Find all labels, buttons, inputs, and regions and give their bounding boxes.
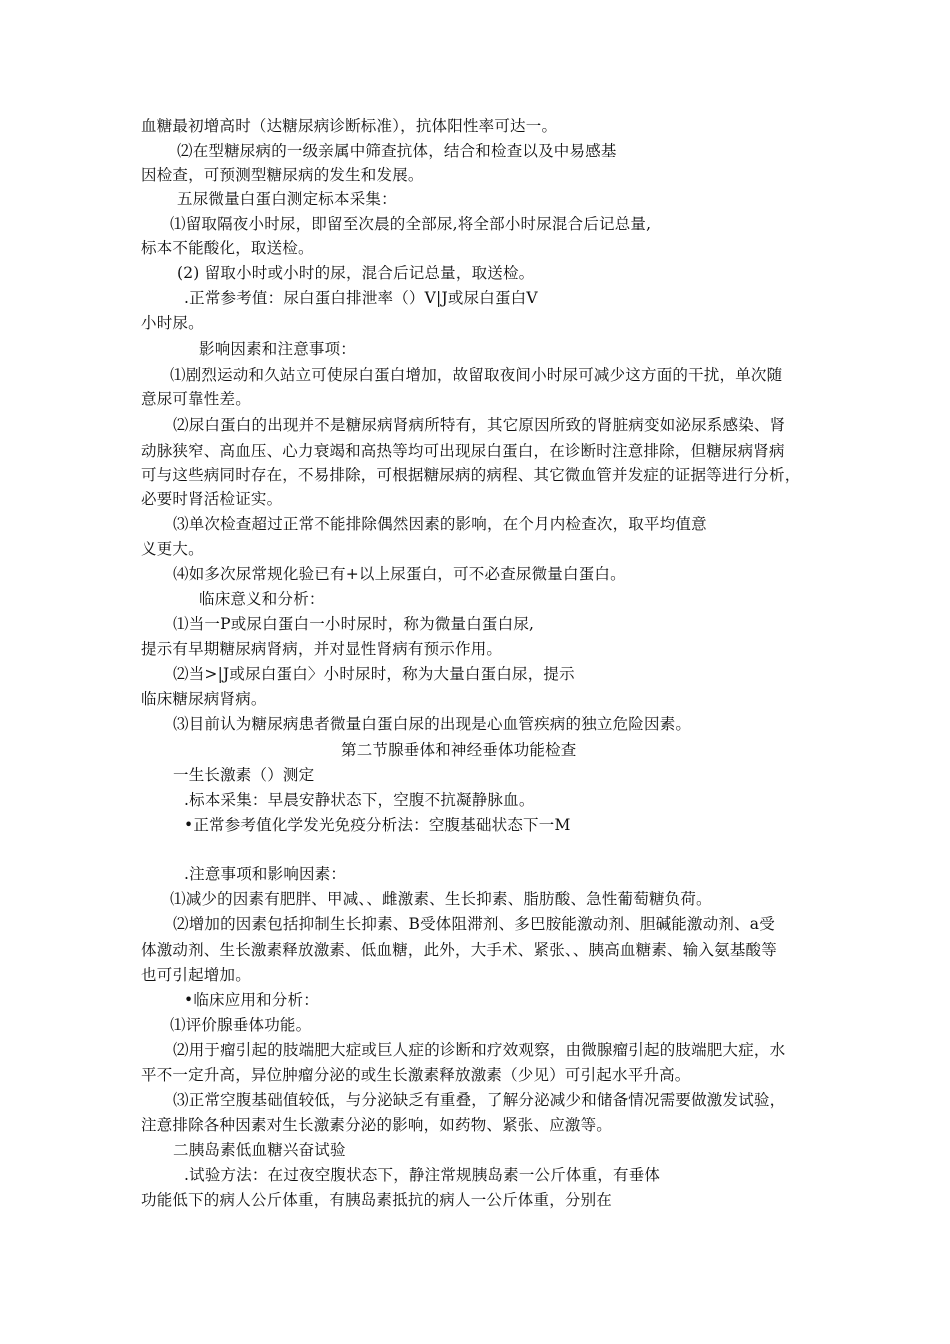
text-line: ⑵在型糖尿病的一级亲属中筛查抗体，结合和检查以及中易感基 [177, 142, 617, 160]
text-line: ⑴评价腺垂体功能。 [170, 1016, 312, 1034]
text-line: 标本不能酸化，取送检。 [141, 239, 314, 257]
text-line: (2) 留取小时或小时的尿，混合后记总量，取送检。 [177, 264, 535, 282]
text-line: 义更大。 [141, 540, 204, 558]
text-line: 注意排除各种因素对生长激素分泌的影响，如药物、紧张、应激等。 [141, 1116, 613, 1134]
text-line: .正常参考值：尿白蛋白排泄率（）V|J或尿白蛋白V [184, 289, 538, 307]
text-line: ⑴剧烈运动和久站立可使尿白蛋白增加，故留取夜间小时尿可减少这方面的干扰，单次随 [170, 366, 783, 384]
text-line: ⑵尿白蛋白的出现并不是糖尿病肾病所特有，其它原因所致的肾脏病变如泌尿系感染、肾 [173, 416, 786, 434]
text-line: 小时尿。 [141, 314, 204, 332]
section-heading: 临床意义和分析： [199, 590, 325, 608]
text-line: •正常参考值化学发光免疫分析法：空腹基础状态下一M [184, 816, 571, 834]
section-heading: 二胰岛素低血糖兴奋试验 [173, 1141, 346, 1159]
text-line: 可与这些病同时存在，不易排除，可根据糖尿病的病程、其它微血管并发症的证据等进行分析， [141, 466, 801, 484]
text-line: 意尿可靠性差。 [141, 390, 251, 408]
text-line: ⑶单次检查超过正常不能排除偶然因素的影响，在个月内检查次，取平均值意 [173, 515, 707, 533]
text-line: 也可引起增加。 [141, 966, 251, 984]
text-line: ⑴减少的因素有肥胖、甲减、、雌激素、生长抑素、脂肪酸、急性葡萄糖负荷。 [170, 890, 712, 908]
text-line: ⑵增加的因素包括抑制生长抑素、B受体阻滞剂、多巴胺能激动剂、胆碱能激动剂、a受 [173, 915, 775, 933]
text-line: 血糖最初增高时（达糖尿病诊断标准），抗体阳性率可达一。 [141, 117, 558, 135]
text-line: .注意事项和影响因素： [184, 865, 347, 883]
text-line: •临床应用和分析： [184, 991, 319, 1009]
text-line: 因检查，可预测型糖尿病的发生和发展。 [141, 166, 424, 184]
text-line: 平不一定升高，异位肿瘤分泌的或生长激素释放激素（少见）可引起水平升高。 [141, 1066, 691, 1084]
text-line: ⑶目前认为糖尿病患者微量白蛋白尿的出现是心血管疾病的独立危险因素。 [173, 715, 692, 733]
text-line: ⑴留取隔夜小时尿，即留至次晨的全部尿,将全部小时尿混合后记总量, [170, 215, 652, 233]
section-heading: 影响因素和注意事项： [199, 340, 357, 358]
text-line: .标本采集：早晨安静状态下，空腹不抗凝静脉血。 [184, 791, 535, 809]
text-line: ⑴当一P或尿白蛋白一小时尿时，称为微量白蛋白尿, [173, 615, 535, 633]
section-heading: 五尿微量白蛋白测定标本采集： [177, 190, 397, 208]
text-line: .试验方法：在过夜空腹状态下，静注常规胰岛素一公斤体重，有垂体 [184, 1166, 661, 1184]
chapter-heading: 第二节腺垂体和神经垂体功能检查 [341, 741, 577, 759]
text-line: ⑶正常空腹基础值较低，与分泌缺乏有重叠，了解分泌减少和储备情况需要做激发试验， [173, 1091, 786, 1109]
text-line: 体激动剂、生长激素释放激素、低血糖，此外，大手术、紧张、、胰高血糖素、输入氨基酸等 [141, 941, 777, 959]
text-line: 动脉狭窄、高血压、心力衰竭和高热等均可出现尿白蛋白，在诊断时注意排除，但糖尿病肾病 [141, 442, 785, 460]
text-line: ⑷如多次尿常规化验已有+以上尿蛋白，可不必查尿微量白蛋白。 [173, 565, 626, 583]
text-line: 提示有早期糖尿病肾病，并对显性肾病有预示作用。 [141, 640, 503, 658]
text-line: 临床糖尿病肾病。 [141, 690, 267, 708]
text-line: ⑵当>|J或尿白蛋白〉小时尿时，称为大量白蛋白尿，提示 [173, 665, 575, 683]
text-line: ⑵用于瘤引起的肢端肥大症或巨人症的诊断和疗效观察，由微腺瘤引起的肢端肥大症，水 [173, 1041, 786, 1059]
text-line: 功能低下的病人公斤体重，有胰岛素抵抗的病人一公斤体重，分别在 [141, 1191, 613, 1209]
text-line: 必要时肾活检证实。 [141, 490, 283, 508]
section-heading: 一生长激素（）测定 [173, 766, 315, 784]
